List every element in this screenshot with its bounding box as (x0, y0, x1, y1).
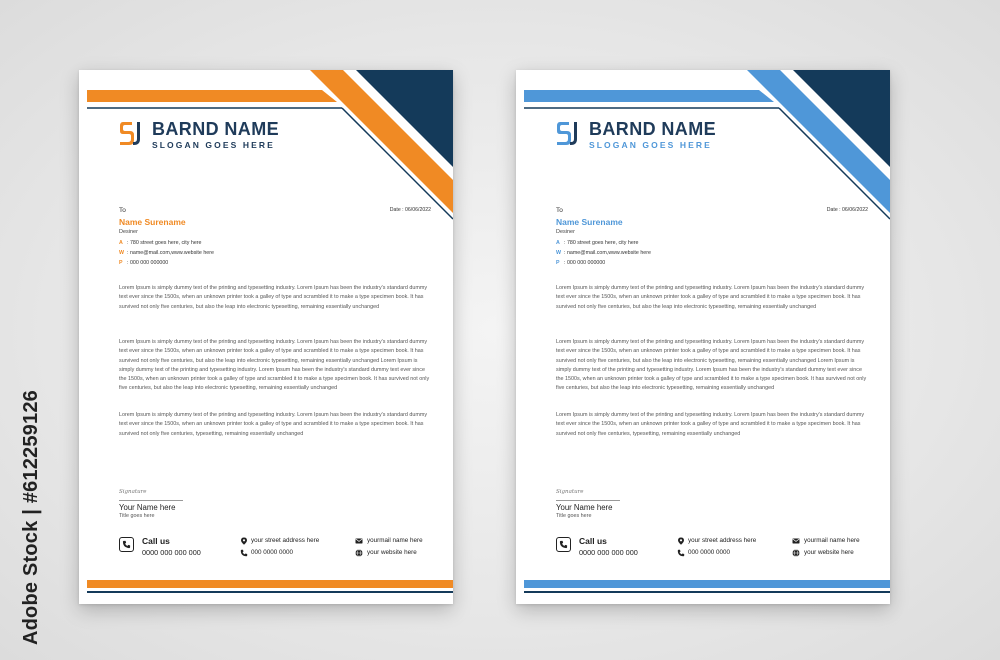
brand-logo-icon (119, 120, 147, 146)
phone-icon (119, 537, 134, 552)
body-paragraph-3: Lorem Ipsum is simply dummy text of the printing and typesetting industry. Lorem Ipsum has been the industry's standard dummy text ever since the 1500s, when an unknown printer took a galley of type and scrambled it to make a type specimen book. It has survived not only five centuries, typesetting, remaining essentially unchanged (556, 412, 865, 437)
brand-name: BARND NAME (152, 119, 279, 139)
recipient-address (556, 240, 639, 246)
call-us-number: 0000 000 000 000 (579, 548, 638, 557)
to-label: To (119, 207, 126, 214)
location-pin-icon (240, 537, 248, 545)
address-value: : 780 street goes here, city here (564, 240, 639, 246)
header-corner-decoration (516, 70, 890, 604)
recipient-web (119, 250, 214, 256)
small-phone-icon (240, 549, 248, 557)
phone-icon (556, 537, 571, 552)
body-paragraph-3: Lorem Ipsum is simply dummy text of the printing and typesetting industry. Lorem Ipsum has been the industry's standard dummy text ever since the 1500s, when an unknown printer took a galley of type and scrambled it to make a type specimen book. It has survived not only five centuries, typesetting, remaining essentially unchanged (119, 412, 428, 437)
letterhead-orange (79, 70, 453, 604)
small-phone-icon (677, 549, 685, 557)
footer-phone: 000 0000 0000 (251, 549, 294, 556)
signature-title: Title goes here (119, 513, 155, 519)
phone-value: : 000 000 000000 (564, 260, 606, 266)
footer-email: yourmail name here (804, 537, 860, 544)
globe-icon (355, 549, 363, 557)
recipient-address (119, 240, 202, 246)
footer-website: your website here (804, 549, 854, 556)
recipient-name: Name Surename (556, 217, 623, 227)
body-paragraph-2: Lorem Ipsum is simply dummy text of the printing and typesetting industry. Lorem Ipsum has been the industry's standard dummy text ever since the 1500s, when an unknown printer took a galley of type and scrambled it to make a type specimen book. It has survived not only five centuries, but also the leap into electronic typesetting, remaining essentially unchanged Lorem Ipsum is simply dummy text of the printing and typesetting industry. Lorem Ipsum has been the industry's standard dummy text ever since the 1500s, when an unknown printer took a galley of type and scrambled it to make a type specimen book. It has survived not only five centuries, but also the leap into electronic typesetting, remaining essentially unchanged (119, 339, 430, 392)
letter-date: Date : 06/06/2022 (826, 207, 868, 213)
recipient-phone (119, 260, 168, 266)
stock-id-vertical-text: Adobe Stock | #612259126 (20, 390, 42, 645)
body-paragraph-2: Lorem Ipsum is simply dummy text of the printing and typesetting industry. Lorem Ipsum has been the industry's standard dummy text ever since the 1500s, when an unknown printer took a galley of type and scrambled it to make a type specimen book. It has survived not only five centuries, but also the leap into electronic typesetting, remaining essentially unchanged Lorem Ipsum is simply dummy text of the printing and typesetting industry. Lorem Ipsum has been the industry's standard dummy text ever since the 1500s, when an unknown printer took a galley of type and scrambled it to make a type specimen book. It has survived not only five centuries, but also the leap into electronic typesetting, remaining essentially unchanged (556, 339, 867, 392)
phone-key: P (556, 260, 560, 266)
brand-slogan: SLOGAN GOES HERE (589, 140, 712, 150)
letter-date: Date : 06/06/2022 (389, 207, 431, 213)
location-pin-icon (677, 537, 685, 545)
phone-key: P (119, 260, 123, 266)
header-corner-decoration (79, 70, 453, 604)
signature-title: Title goes here (556, 513, 592, 519)
call-us-label: Call us (142, 536, 170, 546)
body-paragraph-1: Lorem Ipsum is simply dummy text of the printing and typesetting industry. Lorem Ipsum has been the industry's standard dummy text ever since the 1500s, when an unknown printer took a galley of type and scrambled it to make a type specimen book. It has survived not only five centuries, but also the leap into electronic typesetting, remaining essentially unchanged (119, 285, 428, 310)
signature-script: Signature (556, 489, 584, 495)
globe-icon (792, 549, 800, 557)
address-value: : 780 street goes here, city here (127, 240, 202, 246)
recipient-title: Desiner (119, 229, 138, 235)
signature-script: Signature (119, 489, 147, 495)
footer-phone: 000 0000 0000 (688, 549, 731, 556)
signature-line (119, 500, 183, 501)
phone-value: : 000 000 000000 (127, 260, 169, 266)
address-key: A (119, 240, 123, 246)
brand-name: BARND NAME (589, 119, 716, 139)
to-label: To (556, 207, 563, 214)
recipient-name: Name Surename (119, 217, 186, 227)
web-key: W (556, 250, 561, 256)
web-key: W (119, 250, 124, 256)
letterhead-blue (516, 70, 890, 604)
signature-name: Your Name here (119, 503, 176, 512)
address-key: A (556, 240, 560, 246)
call-us-number: 0000 000 000 000 (142, 548, 201, 557)
body-paragraph-1: Lorem Ipsum is simply dummy text of the printing and typesetting industry. Lorem Ipsum has been the industry's standard dummy text ever since the 1500s, when an unknown printer took a galley of type and scrambled it to make a type specimen book. It has survived not only five centuries, but also the leap into electronic typesetting, remaining essentially unchanged (556, 285, 865, 310)
footer-street: your street address here (251, 537, 320, 544)
mail-icon (792, 537, 800, 545)
web-value: : name@mail.com,www.website here (127, 250, 214, 256)
brand-slogan: SLOGAN GOES HERE (152, 140, 275, 150)
recipient-phone (556, 260, 605, 266)
recipient-title: Desiner (556, 229, 575, 235)
mail-icon (355, 537, 363, 545)
recipient-web (556, 250, 651, 256)
signature-line (556, 500, 620, 501)
web-value: : name@mail.com,www.website here (564, 250, 651, 256)
signature-name: Your Name here (556, 503, 613, 512)
call-us-label: Call us (579, 536, 607, 546)
footer-email: yourmail name here (367, 537, 423, 544)
footer-street: your street address here (688, 537, 757, 544)
footer-website: your website here (367, 549, 417, 556)
brand-logo-icon (556, 120, 584, 146)
